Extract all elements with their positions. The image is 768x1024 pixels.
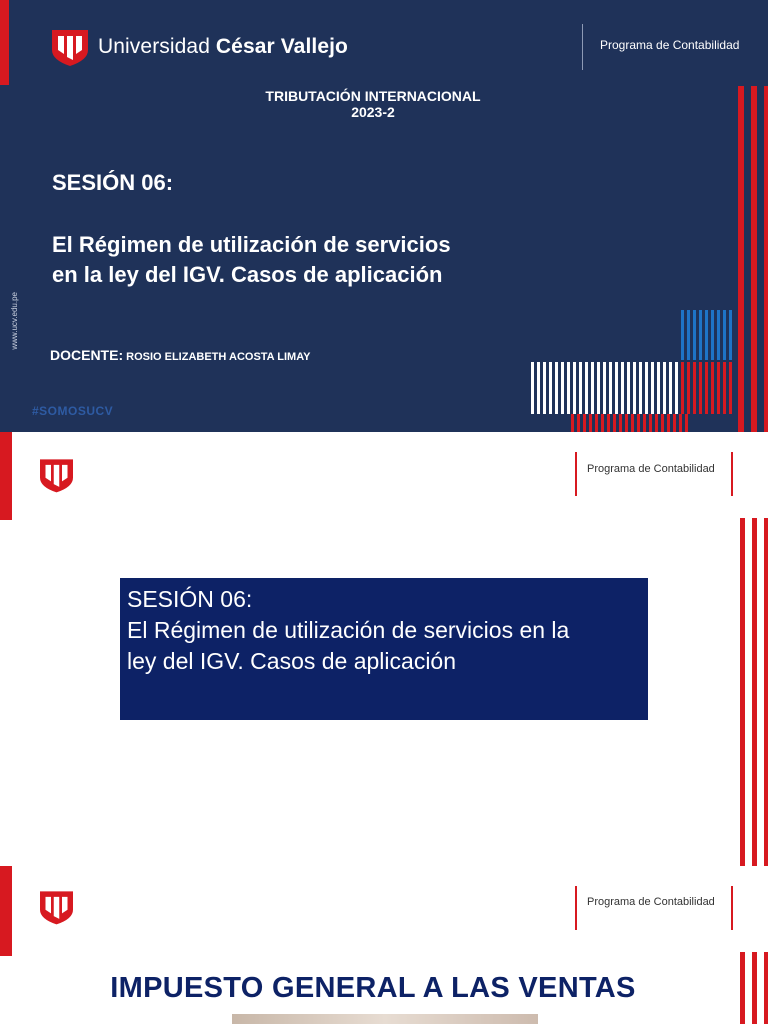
slide-title (0, 0, 768, 432)
session-box (120, 578, 648, 720)
session-title-line: en la ley del IGV. Casos de aplicación (52, 262, 443, 287)
left-accent-bar (0, 432, 12, 520)
session-title-line: El Régimen de utilización de servicios (52, 232, 451, 257)
course-name: TRIBUTACIÓN INTERNACIONAL (265, 88, 481, 104)
docente-name: ROSIO ELIZABETH ACOSTA LIMAY (126, 351, 311, 363)
course-term: 2023-2 (351, 104, 395, 120)
university-name: Universidad César Vallejo (98, 35, 348, 58)
slide-igv (0, 866, 768, 1024)
program-name: Programa de Contabilidad (600, 38, 740, 52)
session-title-line: ley del IGV. Casos de aplicación (127, 648, 457, 674)
red-stripes (738, 518, 768, 866)
stripes-graphic (0, 0, 768, 432)
header-divider (731, 886, 733, 930)
program-name: Programa de Contabilidad (587, 463, 715, 475)
ucv-shield-icon (40, 456, 73, 494)
session-label: SESIÓN 06: (127, 586, 253, 612)
website-url: www.ucv.edu.pe (10, 292, 19, 350)
hashtag: #SOMOSUCV (32, 404, 114, 418)
left-accent-bar (0, 866, 12, 956)
slide-heading: IMPUESTO GENERAL A LAS VENTAS (110, 972, 636, 1004)
program-name: Programa de Contabilidad (587, 896, 715, 908)
ucv-shield-icon (40, 888, 73, 926)
session-title-line: El Régimen de utilización de servicios en la (127, 617, 570, 643)
docente-label: DOCENTE: (50, 347, 124, 363)
header-divider (575, 886, 577, 930)
slide-session (0, 432, 768, 866)
header-divider (575, 452, 577, 496)
slide-photo (232, 1014, 538, 1024)
header-divider (731, 452, 733, 496)
session-label: SESIÓN 06: (52, 170, 174, 195)
